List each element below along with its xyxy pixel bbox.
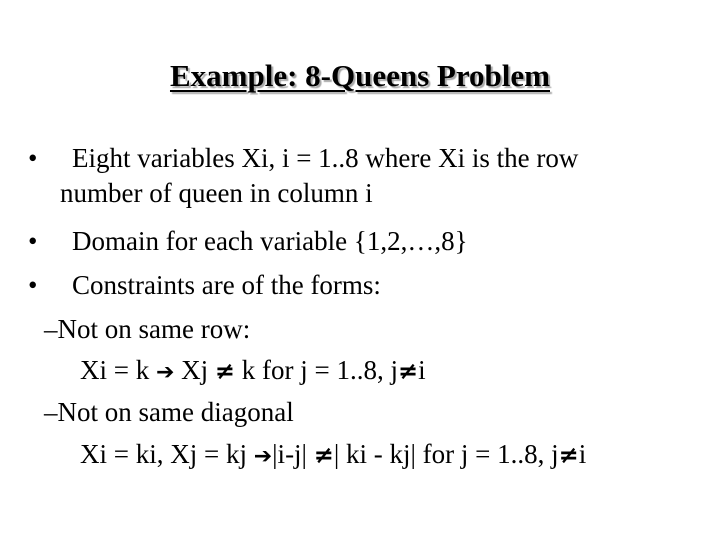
sub-item-dash: – (44, 397, 58, 427)
constraint-range: | ki - kj| for j = 1..8, j (333, 439, 559, 469)
constraint-range: k for j = 1..8, j (241, 355, 398, 385)
constraint-index: i (578, 439, 587, 469)
constraint-lhs: Xi = ki, Xj = kj (80, 439, 247, 469)
constraint-index: i (418, 355, 426, 385)
constraint-lhs: Xi = k (80, 355, 150, 385)
sub-item-label: Not on same diagonal (57, 397, 294, 427)
implies-arrow-icon: ➔ (253, 444, 273, 469)
implies-arrow-icon: ➔ (155, 360, 175, 385)
slide-title: Example: 8-Queens Problem (169, 58, 550, 93)
bullet-marker: • (28, 270, 38, 300)
not-equal-icon: ≠ (313, 441, 334, 469)
constraint-var: Xj (181, 355, 209, 385)
not-equal-icon: ≠ (214, 357, 236, 385)
bullet-marker: • (28, 226, 38, 256)
bullet-1-line-1: Eight variables Xi, i = 1..8 where Xi is the row (72, 143, 579, 173)
sub-item-label: Not on same row: (57, 314, 251, 344)
not-equal-icon: ≠ (558, 441, 579, 469)
sub-item-same-row (44, 313, 250, 345)
bullet-marker: • (28, 143, 38, 173)
bullet-3-line-1: Constraints are of the forms: (72, 270, 381, 300)
sub-item-same-diagonal (44, 396, 294, 428)
bullet-1-line-2: number of queen in column i (60, 178, 373, 208)
bullet-2-line-1: Domain for each variable {1,2,…,8} (72, 226, 468, 256)
sub-item-dash: – (44, 314, 58, 344)
not-equal-icon: ≠ (398, 357, 419, 385)
same-row-constraint (80, 354, 426, 389)
same-diagonal-constraint (80, 438, 586, 473)
constraint-var: |i-j| (272, 439, 307, 469)
